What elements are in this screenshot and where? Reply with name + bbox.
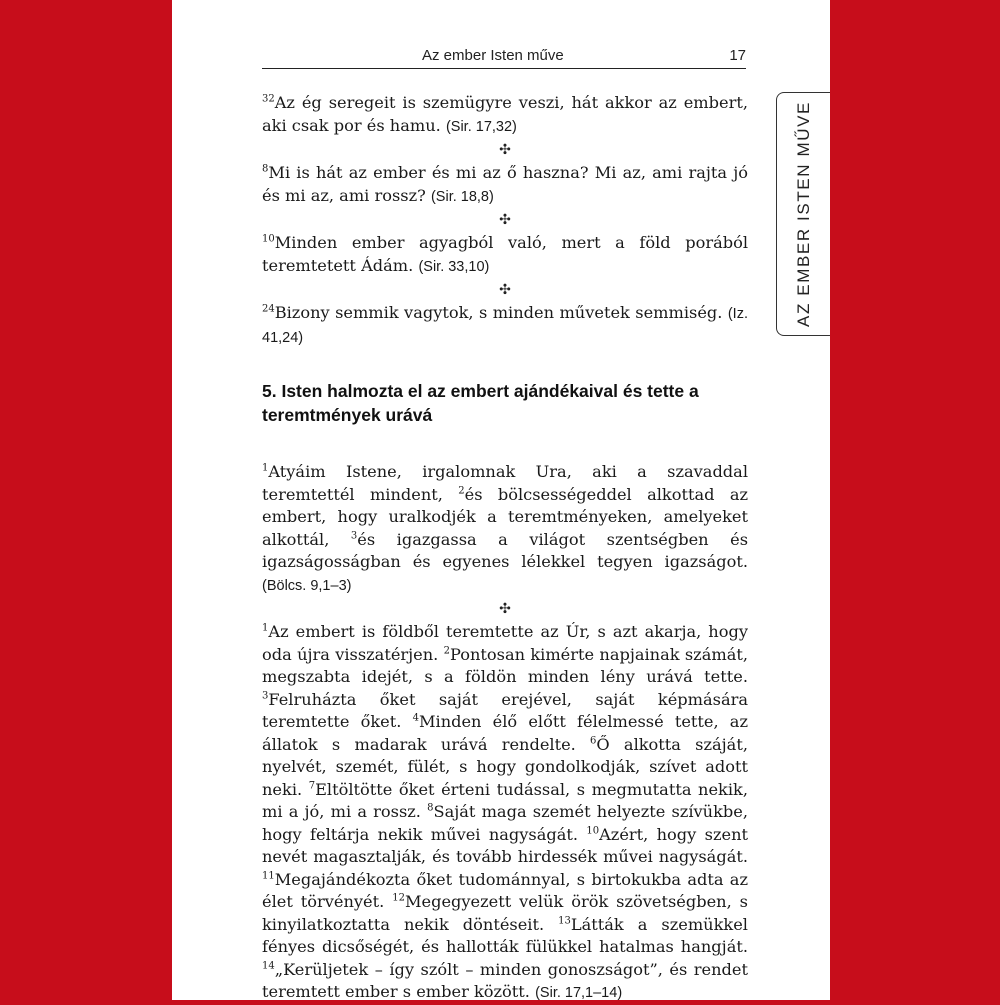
verse-number: 32 xyxy=(262,93,275,105)
passage-sir-17 xyxy=(262,621,748,1005)
ornament-separator: ✣ xyxy=(499,601,511,617)
verse-number: 11 xyxy=(262,870,275,882)
chapter-side-tab xyxy=(776,92,830,336)
verse-number: 1 xyxy=(262,462,269,474)
page-number: 17 xyxy=(729,47,746,64)
scripture-reference: (Bölcs. 9,1–3) xyxy=(262,577,352,594)
passage-text: és bölcsességeddel alkottad az embert, hogy uralkodjék a teremtményeken, amelyeket alkottál, xyxy=(262,484,748,549)
verse-number: 3 xyxy=(262,690,269,702)
verse-number: 2 xyxy=(458,485,465,497)
scripture-reference: (Sir. 33,10) xyxy=(418,258,490,275)
scripture-reference: (Sir. 18,8) xyxy=(430,188,494,205)
passage-text: Bizony semmik vagytok, s minden művetek semmiség. xyxy=(274,303,723,322)
verse-number: 7 xyxy=(308,780,316,792)
verse-number: 14 xyxy=(262,960,275,972)
verse-number: 13 xyxy=(558,915,571,927)
passage-bolcs-9 xyxy=(262,461,748,597)
passage-text: Megajándékozta őket tudománnyal, s birtokukba adta az élet törvényét. xyxy=(262,869,748,911)
passage-sir-18-8 xyxy=(262,162,748,208)
passage-text: Azért, hogy szent nevét magasztalják, és tovább hirdessék művei nagyságát. xyxy=(262,824,748,866)
verse-number: 4 xyxy=(412,712,419,724)
passage-iz-41-24 xyxy=(262,302,748,349)
passage-text: Látták a szemükkel fényes dicsőségét, és hallották fülükkel hatalmas hangját. xyxy=(262,914,748,956)
verse-number: 12 xyxy=(392,892,405,904)
running-header-title: Az ember Isten műve xyxy=(422,47,564,64)
verse-number: 1 xyxy=(262,622,269,634)
passage-text: Minden ember agyagból való, mert a föld porából teremtetett Ádám. xyxy=(262,233,748,275)
verse-number: 10 xyxy=(262,233,275,245)
verse-number: 24 xyxy=(262,303,275,315)
passage-text: Eltöltötte őket érteni tudással, s megmutatta nekik, mi a jó, mi a rossz. xyxy=(262,779,748,821)
passage-sir-17-32 xyxy=(262,92,748,138)
ornament-separator: ✣ xyxy=(499,212,511,228)
section-heading: 5. Isten halmozta el az embert ajándékaival és tette a teremtmények urává xyxy=(262,381,699,425)
verse-number: 8 xyxy=(262,163,269,175)
verse-number: 6 xyxy=(590,735,597,747)
verse-number: 8 xyxy=(427,802,434,814)
chapter-side-tab-label: AZ EMBER ISTEN MŰVE xyxy=(793,101,813,327)
passage-text: és igazgassa a világot szentségben és igazságosságban és egyenes lélekkel tegyen igazságot. xyxy=(262,529,749,571)
passage-text: Megegyezett velük örök szövetségben, s kinyilatkoztatta nekik döntéseit. xyxy=(262,892,748,934)
passage-text: Az embert is földből teremtette az Úr, s azt akarja, hogy oda újra visszatérjen. xyxy=(262,622,748,664)
passage-text: Ő alkotta száját, nyelvét, szemét, fülét, s hogy gondolkodják, szívet adott neki. xyxy=(262,734,748,799)
passage-text: Saját maga szemét helyezte szívükbe, hogy feltárja nekik művei nagyságát. xyxy=(262,802,748,844)
scripture-reference: (Sir. 17,1–14) xyxy=(535,985,623,1001)
passage-text: Felruházta őket saját erejével, saját képmására teremtette őket. xyxy=(262,689,748,731)
passage-text: Az ég seregeit is szemügyre veszi, hát akkor az embert, aki csak por és hamu. xyxy=(262,93,748,135)
verse-number: 2 xyxy=(443,645,450,657)
passage-text: „Kerüljetek – így szólt – minden gonoszságot”, és rendet teremtett ember s ember között. xyxy=(262,959,748,1001)
scripture-reference: (Sir. 17,32) xyxy=(445,118,517,135)
verse-number: 3 xyxy=(350,530,358,542)
ornament-separator: ✣ xyxy=(499,282,511,298)
passage-sir-33-10 xyxy=(262,232,748,278)
page-body xyxy=(262,92,748,1005)
verse-number: 10 xyxy=(586,825,600,837)
passage-text: Pontosan kimérte napjainak számát, megszabta idejét, s a földön minden lény urává tette. xyxy=(262,644,749,686)
passage-text: Mi is hát az ember és mi az ő haszna? Mi az, ami rajta jó és mi az, ami rossz? xyxy=(262,163,748,205)
passage-text: Atyáim Istene, irgalomnak Ura, aki a szavaddal teremtettél mindent, xyxy=(262,462,748,504)
running-header xyxy=(262,44,746,69)
passage-text: Minden élő előtt félelmessé tette, az állatok s madarak urává rendelte. xyxy=(262,712,748,754)
ornament-separator: ✣ xyxy=(499,142,511,158)
scripture-reference: (Iz. 41,24) xyxy=(262,306,748,346)
